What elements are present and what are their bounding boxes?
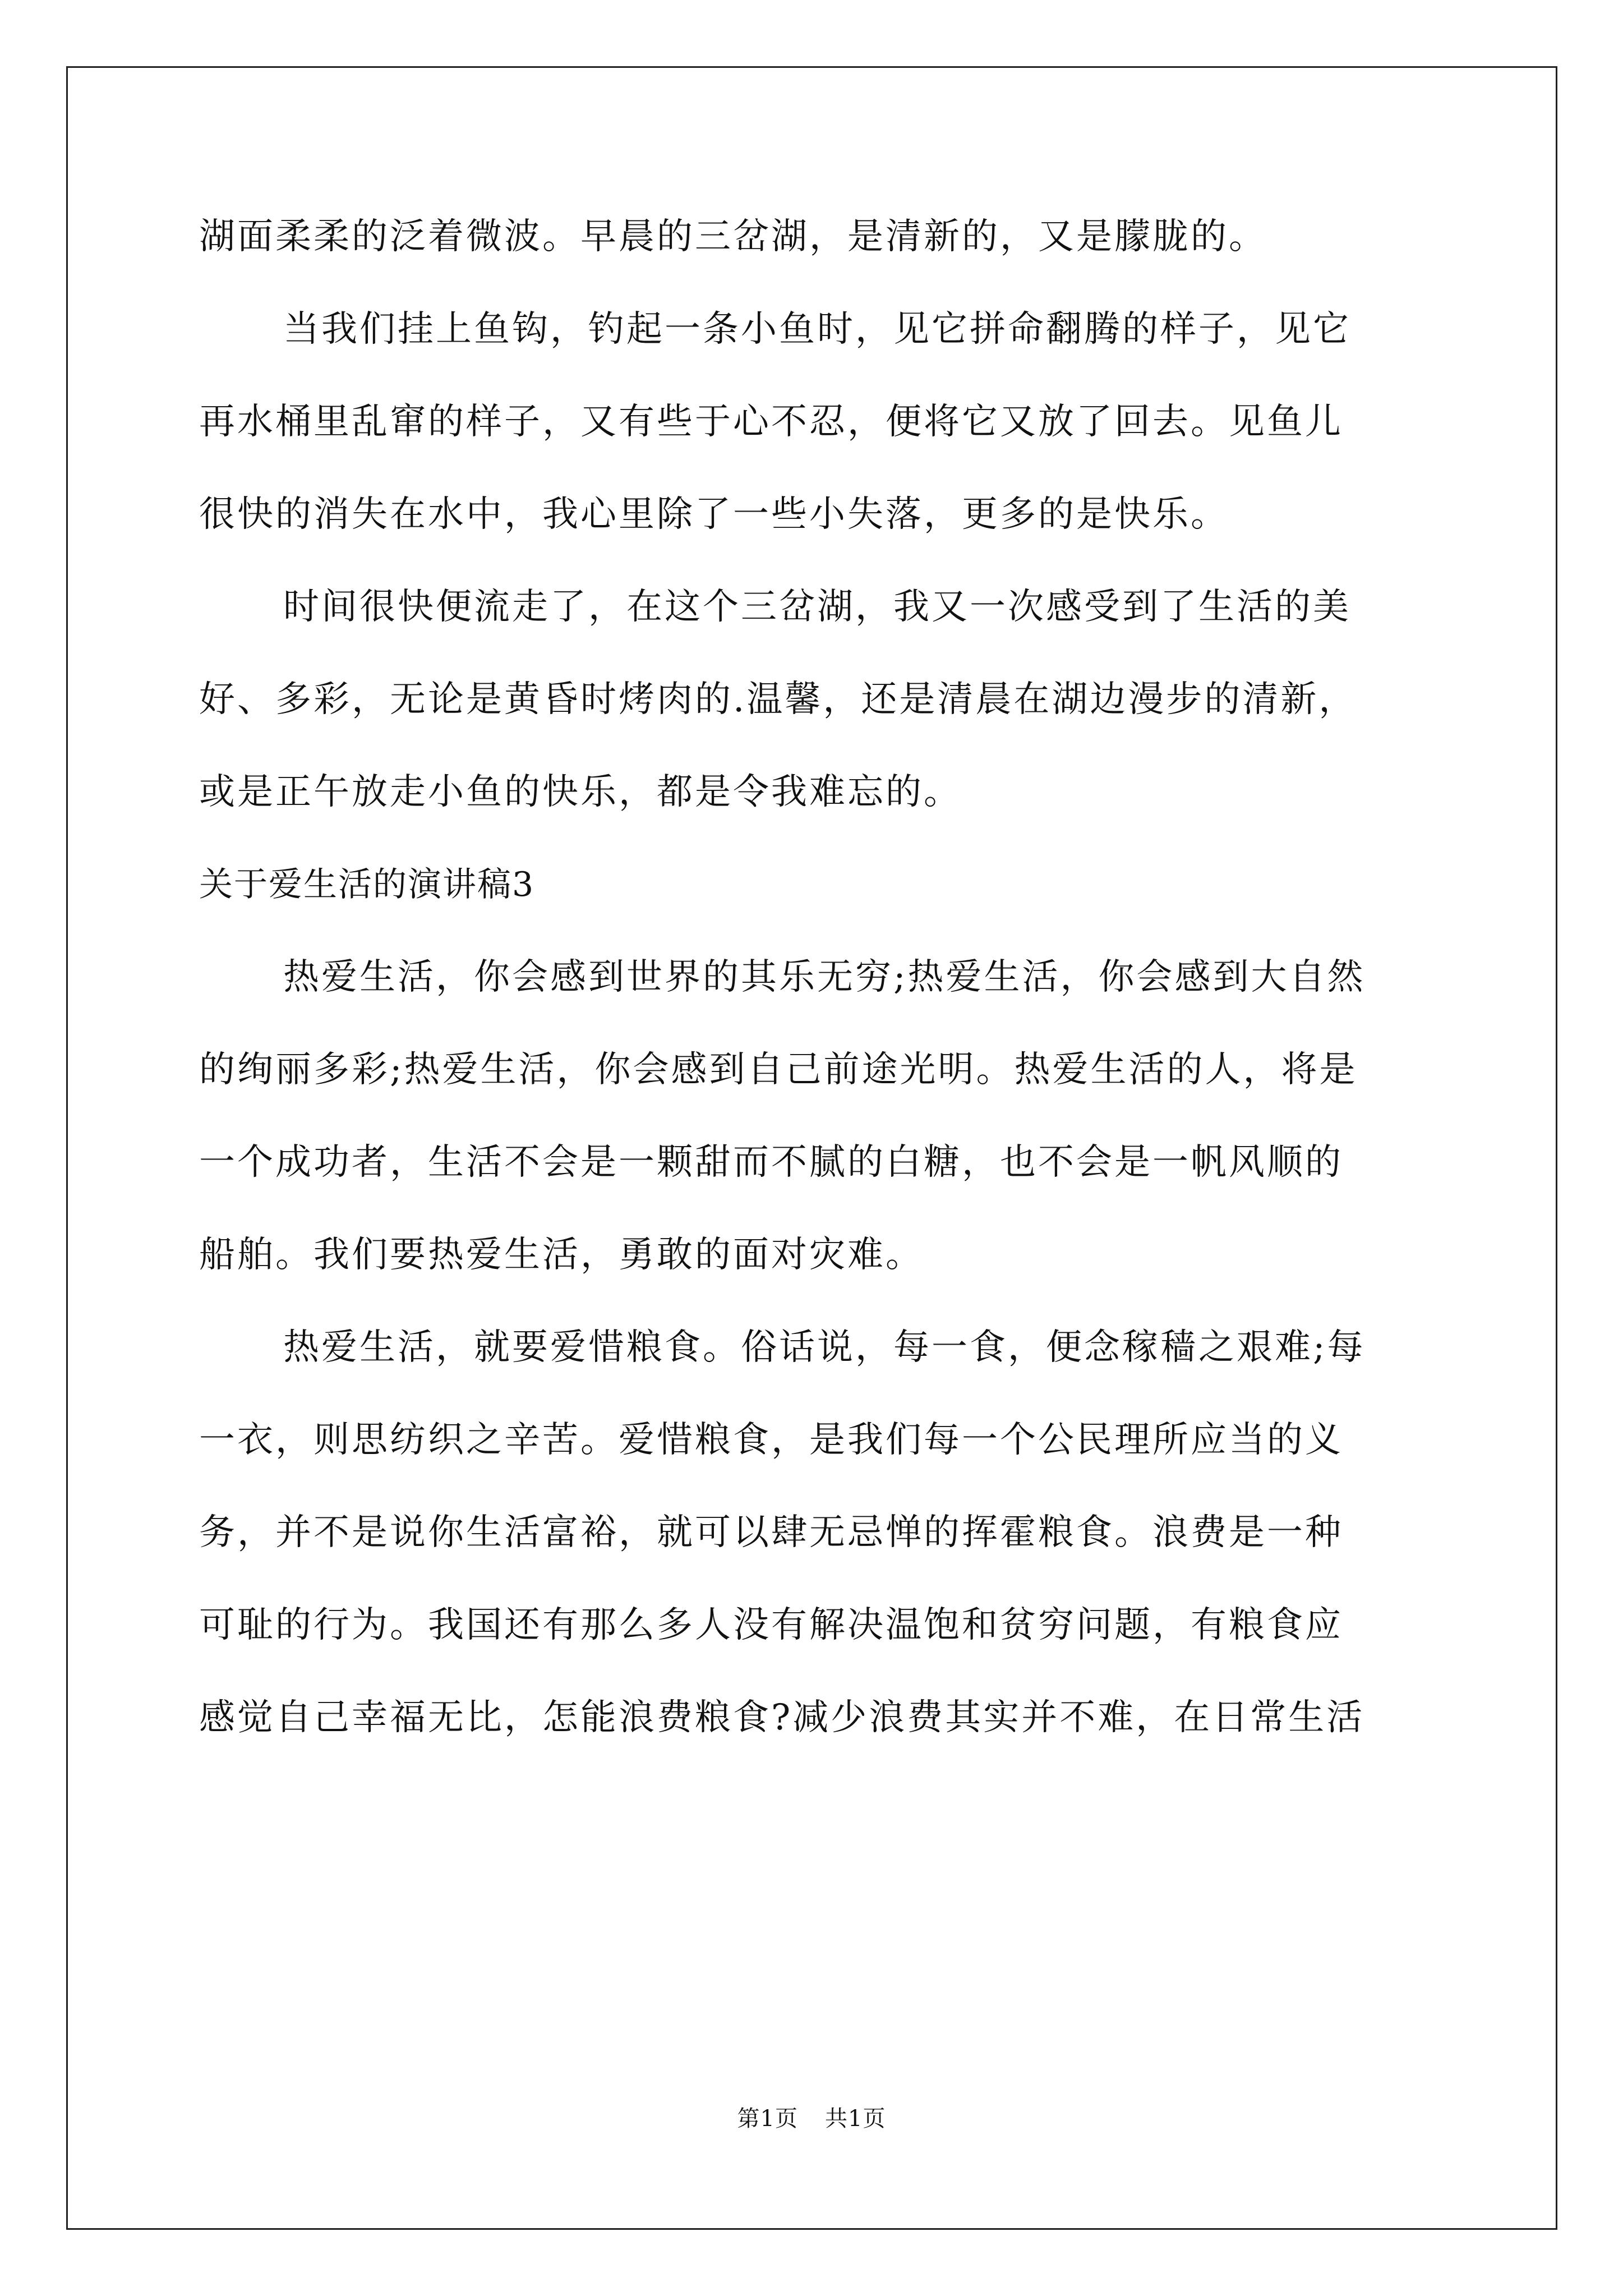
text-line: 湖面柔柔的泛着微波。早晨的三岔湖，是清新的，又是朦胧的。 bbox=[199, 216, 1267, 257]
text-line: 或是正午放走小鱼的快乐，都是令我难忘的。 bbox=[199, 771, 962, 813]
text-line: 务，并不是说你生活富裕，就可以肆无忌惮的挥霍粮食。浪费是一种 bbox=[199, 1512, 1343, 1553]
page-number: 第1页 bbox=[737, 2106, 798, 2132]
text-line: 感觉自己幸福无比，怎能浪费粮食?减少浪费其实并不难，在日常生活 bbox=[199, 1697, 1365, 1738]
paragraph-start-line: 热爱生活，你会感到世界的其乐无穷;热爱生活，你会感到大自然 bbox=[283, 956, 1366, 998]
page-footer bbox=[0, 2105, 1623, 2133]
text-line: 一个成功者，生活不会是一颗甜而不腻的白糖，也不会是一帆风顺的 bbox=[199, 1142, 1343, 1183]
text-line: 的绚丽多彩;热爱生活，你会感到自己前途光明。热爱生活的人，将是 bbox=[199, 1049, 1358, 1091]
text-line: 好、多彩，无论是黄昏时烤肉的.温馨，还是清晨在湖边漫步的清新， bbox=[199, 679, 1357, 720]
paragraph-start-line: 当我们挂上鱼钩，钓起一条小鱼时，见它拼命翻腾的样子，见它 bbox=[283, 309, 1351, 350]
text-line: 一衣，则思纺织之辛苦。爱惜粮食，是我们每一个公民理所应当的义 bbox=[199, 1419, 1343, 1461]
paragraph-start-line: 热爱生活，就要爱惜粮食。俗话说，每一食，便念稼穑之艰难;每 bbox=[283, 1327, 1366, 1368]
page-total: 共1页 bbox=[825, 2106, 886, 2132]
text-line: 船舶。我们要热爱生活，勇敢的面对灾难。 bbox=[199, 1234, 924, 1276]
text-line: 再水桶里乱窜的样子，又有些于心不忍，便将它又放了回去。见鱼儿 bbox=[199, 401, 1343, 443]
section-heading: 关于爱生活的演讲稿3 bbox=[199, 865, 535, 904]
text-line: 很快的消失在水中，我心里除了一些小失落，更多的是快乐。 bbox=[199, 494, 1229, 535]
paragraph-start-line: 时间很快便流走了，在这个三岔湖，我又一次感受到了生活的美 bbox=[283, 586, 1351, 628]
text-line: 可耻的行为。我国还有那么多人没有解决温饱和贫穷问题，有粮食应 bbox=[199, 1604, 1343, 1646]
